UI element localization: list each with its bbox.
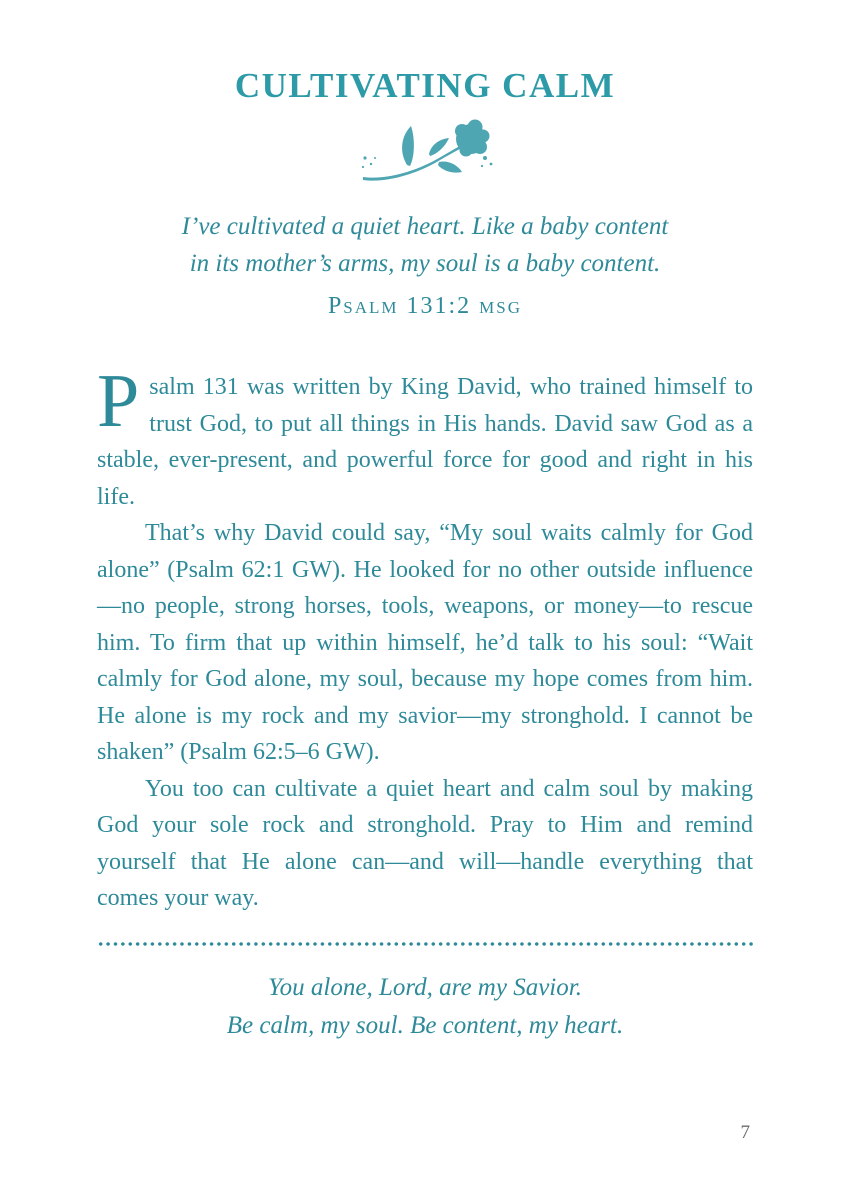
rose-ornament [0, 114, 850, 184]
scripture-quote [105, 208, 745, 325]
dotted-divider [97, 941, 753, 947]
page-number: 7 [740, 1122, 750, 1143]
paragraph-1-text: salm 131 was written by King David, who trained himself to trust God, to put all things in His hands. David saw God as a stable, ever-present, and powerful force for good and right in his life. [97, 374, 753, 510]
prayer-line2: Be calm, my soul. Be content, my heart. [226, 1011, 624, 1039]
scripture-quote-line2: in its mother’s arms, my soul is a baby content. [189, 250, 661, 277]
scripture-reference: Psalm 131:2 msg [327, 293, 523, 319]
paragraph-2: That’s why David could say, “My soul waits calmly for God alone” (Psalm 62:1 GW). He looked for no other outside influence—no people, strong horses, tools, weapons, or money—to rescue him. To firm that up within himself, he’d talk to his soul: “Wait calmly for God alone, my soul, because my hope comes from him. He alone is my rock and my savior—my stronghold. I cannot be shaken” (Psalm 62:5–6 GW). [97, 520, 753, 765]
scripture-quote-line1: I’ve cultivated a quiet heart. Like a baby content [181, 213, 669, 240]
closing-prayer [0, 969, 850, 1045]
paragraph-3: You too can cultivate a quiet heart and calm soul by making God your sole rock and stronghold. Pray to Him and remind yourself that He alone can—and will—handle everything that comes your way. [97, 775, 753, 911]
paragraph-1 [97, 359, 753, 515]
prayer-line1: You alone, Lord, are my Savior. [268, 973, 582, 1001]
page-title: CULTIVATING CALM [234, 66, 616, 105]
rose-flower-icon [355, 114, 495, 182]
drop-cap: P [97, 359, 140, 443]
devotional-body [97, 359, 753, 917]
